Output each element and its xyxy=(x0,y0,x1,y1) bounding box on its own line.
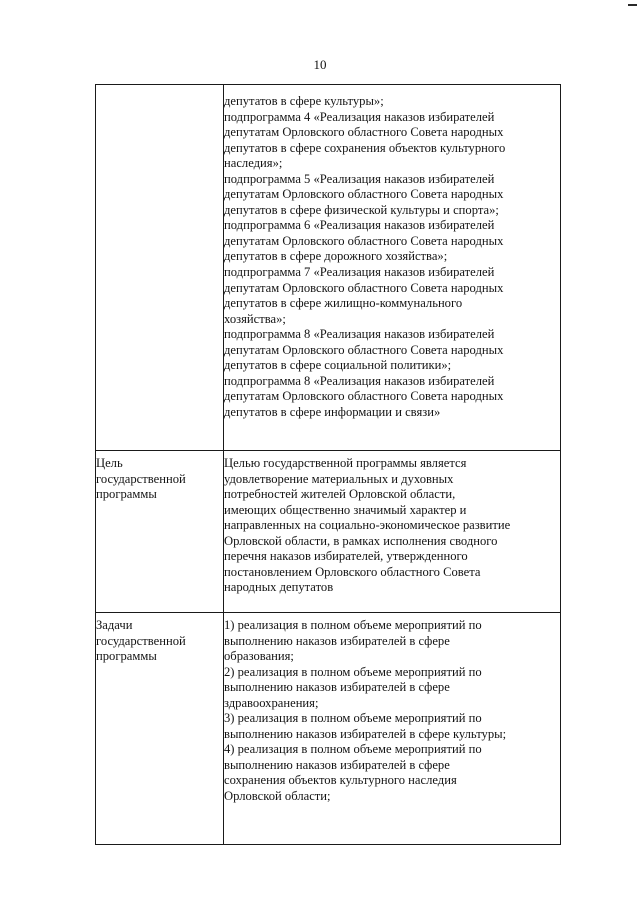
text-line: сохранения объектов культурного наследия xyxy=(224,773,457,788)
text-line: депутатов в сфере дорожного хозяйства»; xyxy=(224,249,448,264)
program-goal-label xyxy=(96,451,224,613)
program-passport-table xyxy=(95,84,561,845)
text-line: депутатов в сфере информации и связи» xyxy=(224,404,441,419)
text-line: подпрограмма 8 «Реализация наказов избирателей xyxy=(224,327,495,342)
text-line: выполнению наказов избирателей в сфере культуры; xyxy=(224,726,507,741)
text-line: подпрограмма 4 «Реализация наказов избирателей xyxy=(224,109,495,124)
text-line: депутатам Орловского областного Совета народных xyxy=(224,342,504,357)
row-label-cell xyxy=(96,85,224,451)
text-line: депутатам Орловского областного Совета народных xyxy=(224,187,504,202)
text-line: государственной xyxy=(96,471,186,486)
text-line: депутатам Орловского областного Совета народных xyxy=(224,280,504,295)
text-line: Орловской области, в рамках исполнения сводного xyxy=(224,533,498,548)
text-line: подпрограмма 8 «Реализация наказов избирателей xyxy=(224,373,495,388)
text-line: депутатам Орловского областного Совета народных xyxy=(224,389,504,404)
text-line: Целью государственной программы является xyxy=(224,456,467,470)
text-line: программы xyxy=(96,649,157,664)
text-line: депутатам Орловского областного Совета народных xyxy=(224,125,504,140)
text-line: имеющих общественно значимый характер и xyxy=(224,502,467,517)
table-row xyxy=(96,613,561,845)
subprograms-list-cell xyxy=(224,85,561,451)
program-tasks-label xyxy=(96,613,224,845)
page-number: 10 xyxy=(313,57,327,72)
program-tasks-text xyxy=(224,613,561,845)
text-line: хозяйства»; xyxy=(224,311,286,326)
text-line: удовлетворение материальных и духовных xyxy=(224,471,454,486)
table-row xyxy=(96,451,561,613)
text-line: перечня наказов избирателей, утвержденного xyxy=(224,549,468,564)
text-line: 1) реализация в полном объеме мероприятий по xyxy=(224,618,482,632)
text-line: государственной xyxy=(96,633,186,648)
scan-corner-mark xyxy=(628,4,637,6)
text-line: депутатов в сфере жилищно-коммунального xyxy=(224,296,463,311)
text-line: депутатов в сфере сохранения объектов культурного xyxy=(224,140,506,155)
text-line: выполнению наказов избирателей в сфере xyxy=(224,757,450,772)
text-line: 2) реализация в полном объеме мероприятий по xyxy=(224,664,482,679)
text-line: Цель xyxy=(96,456,123,470)
text-line: наследия»; xyxy=(224,156,283,171)
text-line: подпрограмма 6 «Реализация наказов избирателей xyxy=(224,218,495,233)
table-row xyxy=(96,85,561,451)
program-goal-text xyxy=(224,451,561,613)
text-line: Орловской области; xyxy=(224,789,331,804)
text-line: постановлением Орловского областного Совета xyxy=(224,564,481,579)
text-line: подпрограмма 7 «Реализация наказов избирателей xyxy=(224,265,495,280)
text-line: Задачи xyxy=(96,618,133,632)
text-line: депутатов в сфере физической культуры и спорта»; xyxy=(224,202,499,217)
text-line: народных депутатов xyxy=(224,580,334,595)
text-line: образования; xyxy=(224,649,294,664)
text-line: 4) реализация в полном объеме мероприятий по xyxy=(224,742,482,757)
text-line: выполнению наказов избирателей в сфере xyxy=(224,680,450,695)
text-line: выполнению наказов избирателей в сфере xyxy=(224,633,450,648)
text-line: подпрограмма 5 «Реализация наказов избирателей xyxy=(224,171,495,186)
text-line: депутатам Орловского областного Совета народных xyxy=(224,233,504,248)
text-line: депутатов в сфере культуры»; xyxy=(224,94,384,108)
text-line: депутатов в сфере социальной политики»; xyxy=(224,358,452,373)
text-line: здравоохранения; xyxy=(224,695,319,710)
text-line: 3) реализация в полном объеме мероприятий по xyxy=(224,711,482,726)
text-line: направленных на социально-экономическое развитие xyxy=(224,518,511,533)
text-line: программы xyxy=(96,487,157,502)
text-line: потребностей жителей Орловской области, xyxy=(224,487,456,502)
